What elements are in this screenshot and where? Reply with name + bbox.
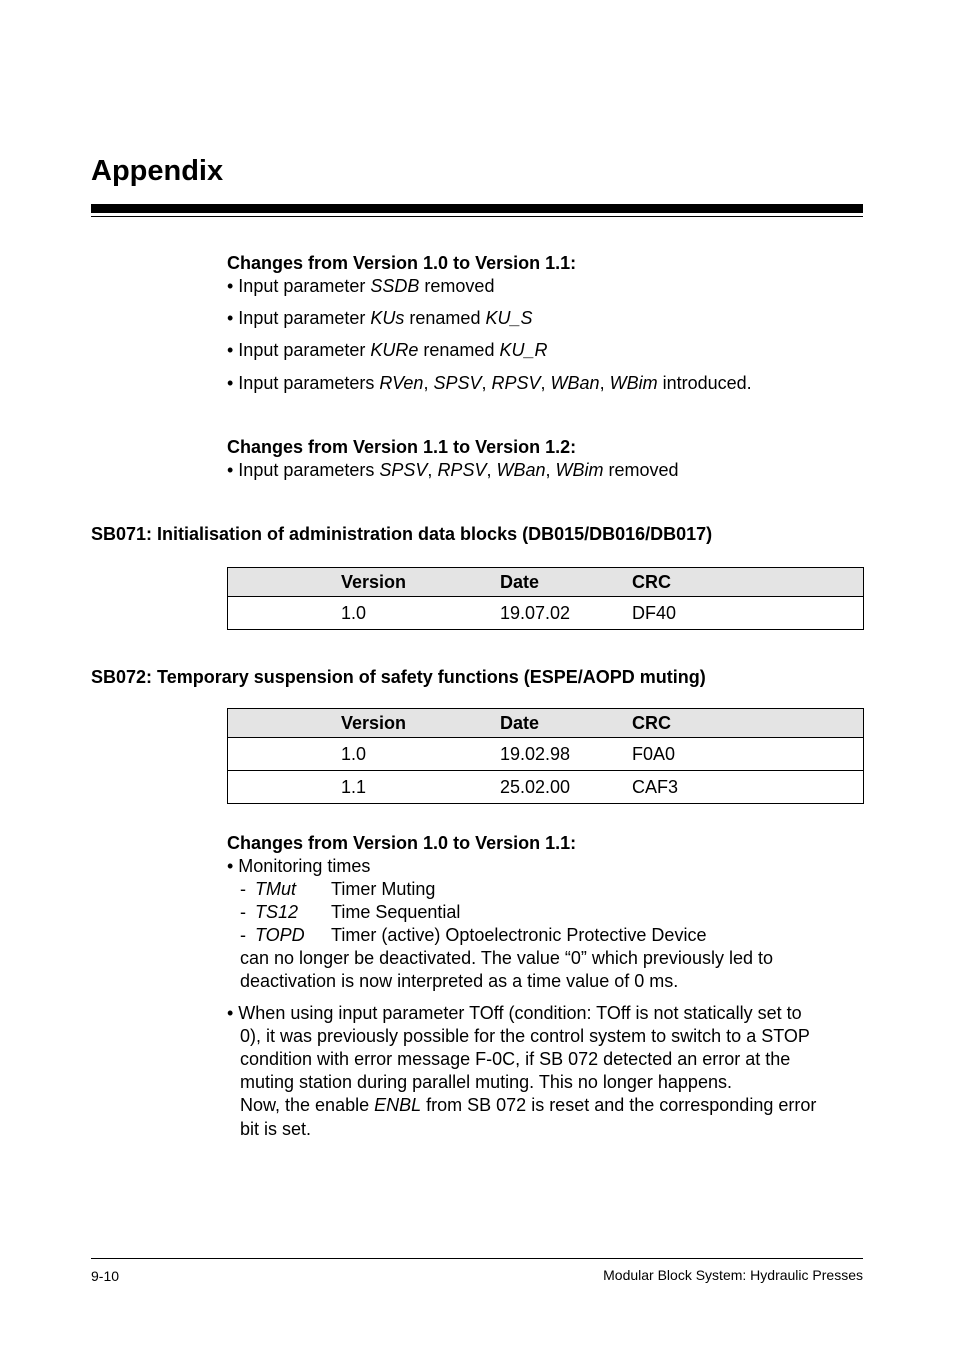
table-row xyxy=(228,597,864,630)
changes-heading-2: Changes from Version 1.1 to Version 1.2: xyxy=(227,437,577,457)
change-item: • Input parameter SSDB removed xyxy=(227,276,495,296)
table-cell: 25.02.00 xyxy=(500,771,632,804)
column-header: Date xyxy=(500,568,632,597)
changes-heading-3: Changes from Version 1.0 to Version 1.1: xyxy=(227,833,577,853)
monitoring-times-item: • Monitoring times xyxy=(227,856,371,876)
body-text: 0), it was previously possible for the control system to switch to a STOP xyxy=(240,1026,810,1046)
footer-rule xyxy=(91,1258,863,1259)
version-table-sb071 xyxy=(227,567,864,630)
timer-row: - TOPD Timer (active) Optoelectronic Protective Device xyxy=(240,925,707,945)
change-item: • Input parameters SPSV, RPSV, WBan, WBim removed xyxy=(227,460,679,480)
version-table-sb072 xyxy=(227,708,864,804)
table-header-row xyxy=(228,568,864,597)
section-title-sb071: SB071: Initialisation of administration data blocks (DB015/DB016/DB017) xyxy=(91,524,713,544)
footer-title: Modular Block System: Hydraulic Presses xyxy=(603,1267,863,1283)
table-cell: F0A0 xyxy=(632,738,864,771)
change-item: • Input parameter KUs renamed KU_S xyxy=(227,308,533,328)
table-row xyxy=(228,738,864,771)
table-cell: CAF3 xyxy=(632,771,864,804)
header-rule-thin xyxy=(91,216,863,217)
column-header: Version xyxy=(341,709,500,738)
page-number: 9-10 xyxy=(91,1268,120,1284)
body-text: bit is set. xyxy=(240,1119,312,1139)
table-cell: 19.02.98 xyxy=(500,738,632,771)
column-header: Version xyxy=(341,568,500,597)
change-item: • Input parameters RVen, SPSV, RPSV, WBan, WBim introduced. xyxy=(227,373,752,393)
body-text: Now, the enable ENBL from SB 072 is reset and the corresponding error xyxy=(240,1095,817,1115)
page-title: Appendix xyxy=(91,155,224,187)
timer-row: - TS12 Time Sequential xyxy=(240,902,461,922)
header-rule-thick xyxy=(91,204,863,213)
table-cell: 19.07.02 xyxy=(500,597,632,630)
change-item: • Input parameter KURe renamed KU_R xyxy=(227,340,548,360)
body-text: • When using input parameter TOff (condition: TOff is not statically set to xyxy=(227,1003,802,1023)
table-cell: 1.0 xyxy=(341,597,500,630)
changes-heading-1: Changes from Version 1.0 to Version 1.1: xyxy=(227,253,577,273)
column-header: CRC xyxy=(632,568,864,597)
body-text: deactivation is now interpreted as a time value of 0 ms. xyxy=(240,971,679,991)
timer-row: - TMut Timer Muting xyxy=(240,879,436,899)
table-cell: DF40 xyxy=(632,597,864,630)
table-cell: 1.0 xyxy=(341,738,500,771)
body-text: can no longer be deactivated. The value “0” which previously led to xyxy=(240,948,773,968)
body-text: muting station during parallel muting. This no longer happens. xyxy=(240,1072,732,1092)
section-title-sb072: SB072: Temporary suspension of safety functions (ESPE/AOPD muting) xyxy=(91,667,706,687)
table-row xyxy=(228,771,864,804)
body-text: condition with error message F-0C, if SB 072 detected an error at the xyxy=(240,1049,791,1069)
table-header-row xyxy=(228,709,864,738)
column-header: CRC xyxy=(632,709,864,738)
column-header: Date xyxy=(500,709,632,738)
table-cell: 1.1 xyxy=(341,771,500,804)
